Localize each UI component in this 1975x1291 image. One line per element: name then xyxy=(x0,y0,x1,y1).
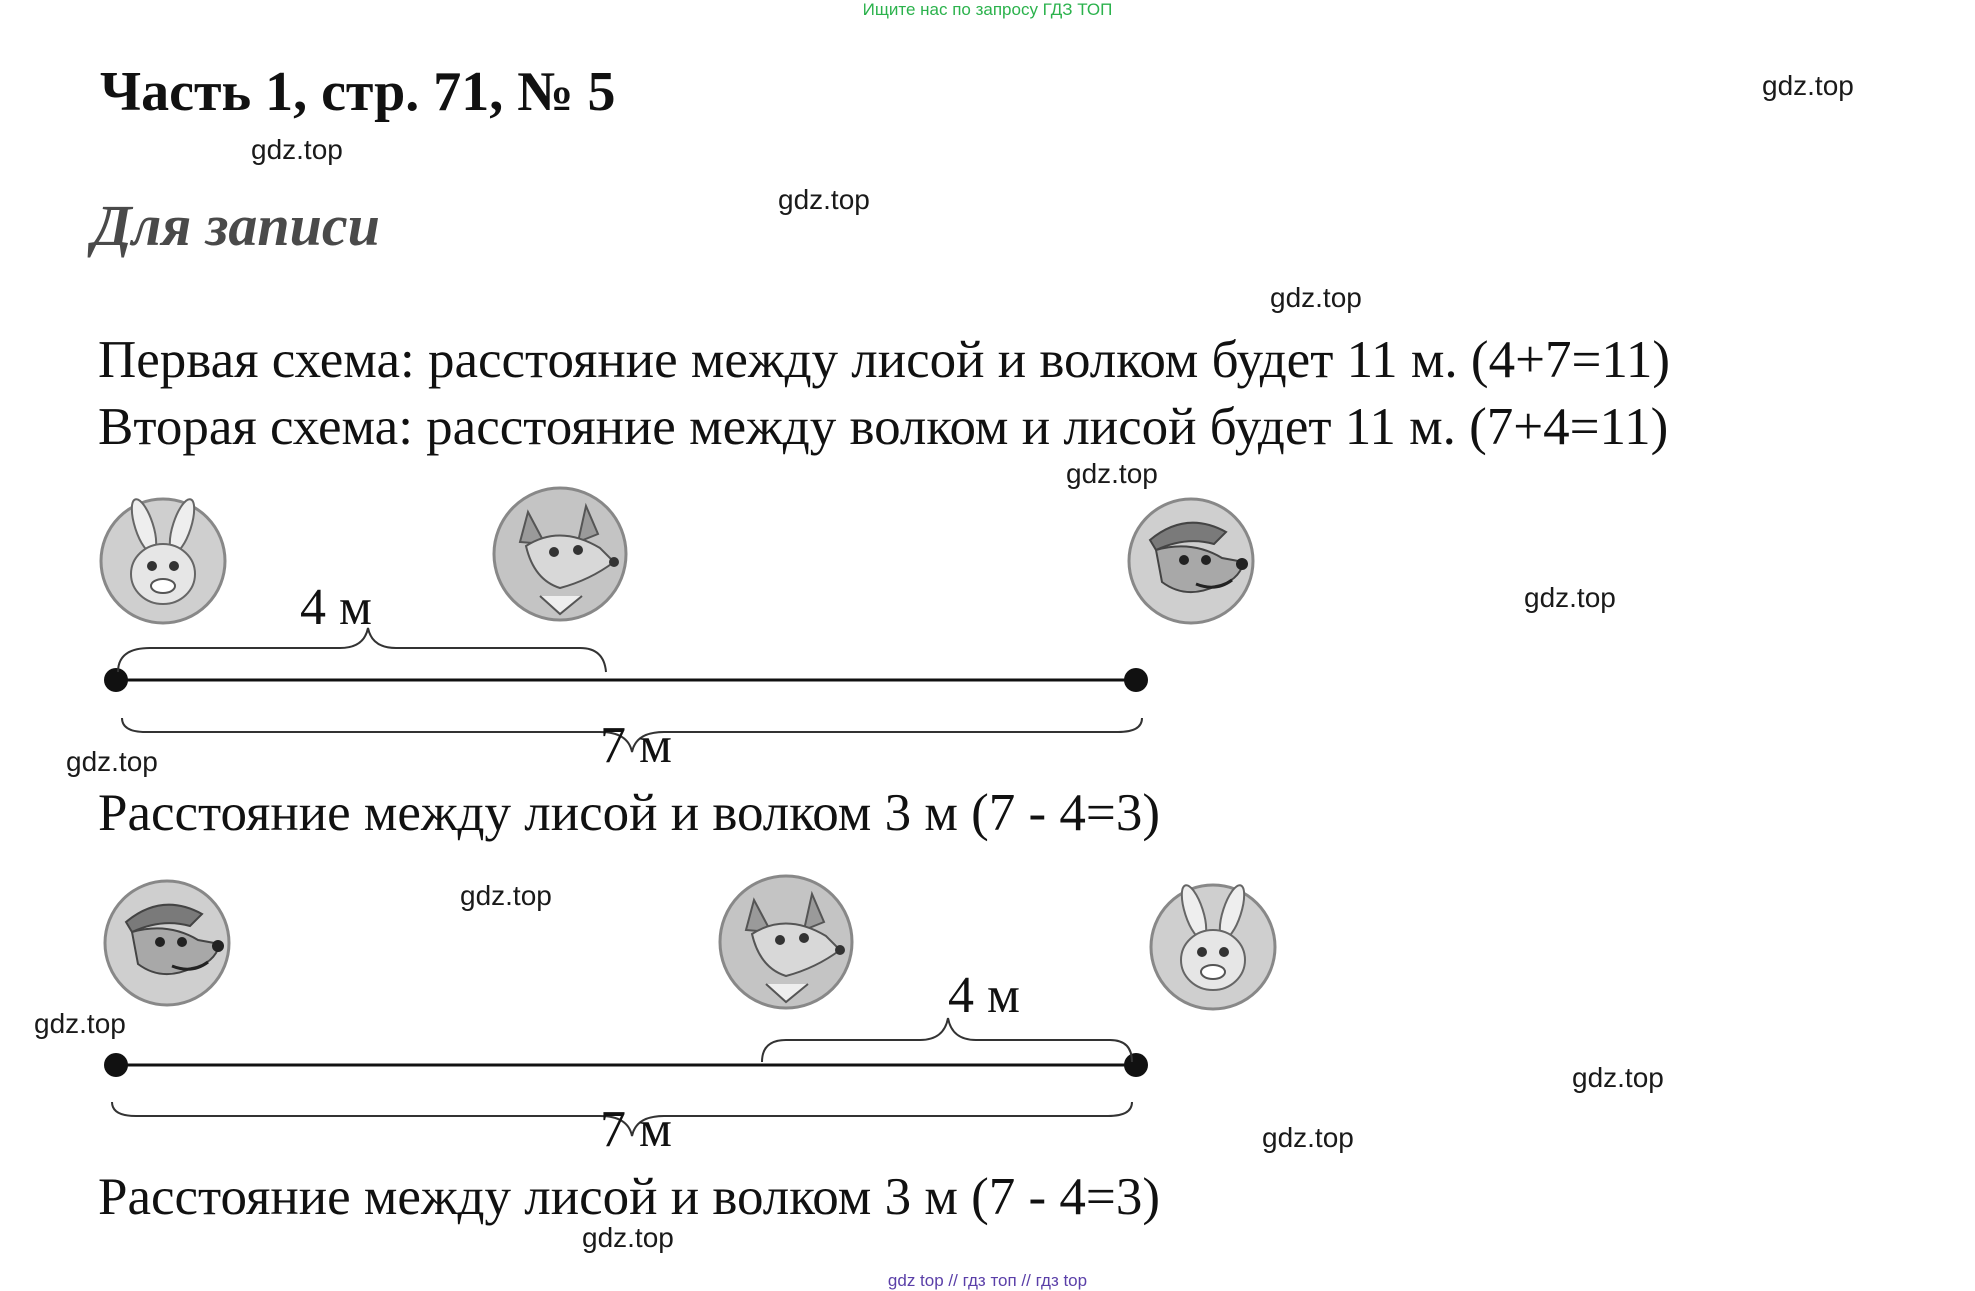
watermark: gdz.top xyxy=(778,184,870,215)
footer-links: gdz top // гдз топ // гдз top xyxy=(887,1271,1088,1290)
fox-icon xyxy=(716,872,856,1012)
fox-icon xyxy=(490,484,630,624)
scheme-2-start-dot xyxy=(104,1053,128,1077)
scheme-1-end-dot xyxy=(1124,668,1148,692)
hare-icon xyxy=(98,496,228,626)
answer-text-1: Расстояние между лисой и волком 3 м (7 - 4=3) xyxy=(98,784,1160,842)
scheme-2-label-short: 4 м xyxy=(948,967,1020,1024)
watermark: gdz.top xyxy=(1270,282,1362,313)
answer-text-2: Расстояние между лисой и волком 3 м (7 - 4=3) xyxy=(98,1168,1160,1226)
scheme-1-label-long: 7 м xyxy=(600,717,672,774)
first-scheme-text: Первая схема: расстояние между лисой и волком будет 11 м. (4+7=11) xyxy=(98,331,1671,389)
hare-icon xyxy=(1148,882,1278,1012)
top-banner: Ищите нас по запросу ГДЗ ТОП xyxy=(862,0,1113,19)
watermark: gdz.top xyxy=(251,134,343,165)
wolf-icon xyxy=(102,878,232,1008)
watermark: gdz.top xyxy=(582,1222,674,1253)
section-subtitle: Для записи xyxy=(92,193,380,258)
watermark: gdz.top xyxy=(1762,70,1854,101)
watermark: gdz.top xyxy=(1066,458,1158,489)
watermark: gdz.top xyxy=(34,1008,126,1039)
page-title: Часть 1, стр. 71, № 5 xyxy=(100,61,616,123)
scheme-2-end-dot xyxy=(1124,1053,1148,1077)
watermark: gdz.top xyxy=(1524,582,1616,613)
wolf-icon xyxy=(1126,496,1256,626)
scheme-2-brace-short xyxy=(762,1018,1132,1062)
watermark: gdz.top xyxy=(1262,1122,1354,1153)
scheme-1-start-dot xyxy=(104,668,128,692)
scheme-2-label-long: 7 м xyxy=(600,1101,672,1158)
scheme-1-label-short: 4 м xyxy=(300,579,372,636)
watermark: gdz.top xyxy=(66,746,158,777)
second-scheme-text: Вторая схема: расстояние между волком и лисой будет 11 м. (7+4=11) xyxy=(98,398,1669,456)
watermark: gdz.top xyxy=(460,880,552,911)
watermark: gdz.top xyxy=(1572,1062,1664,1093)
